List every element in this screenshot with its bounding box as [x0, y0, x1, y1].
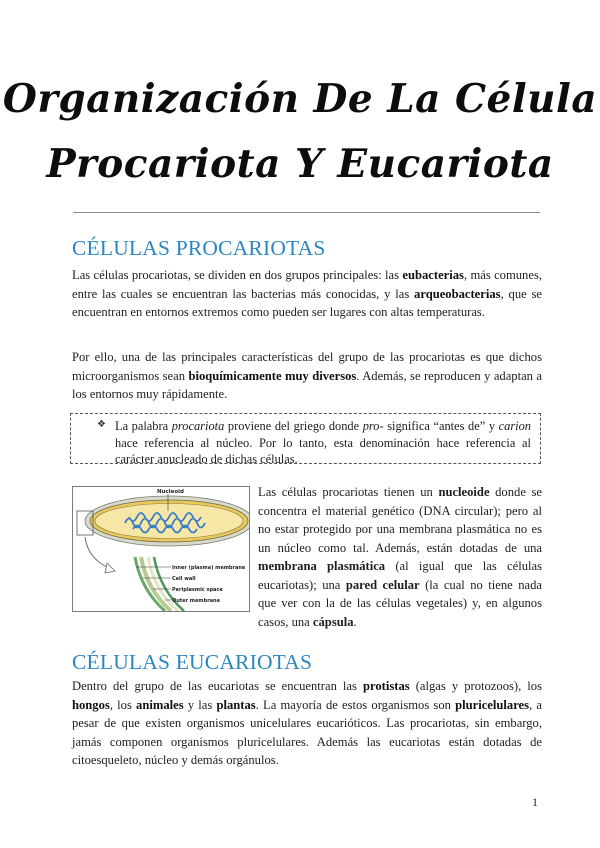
prokaryote-cell-figure	[72, 486, 250, 612]
text-run: , que se encuentran en entornos extremos como pueden ser lugares con altas temperaturas.	[72, 286, 542, 319]
zoom-arrow-head-icon	[105, 563, 115, 573]
title-divider	[73, 212, 540, 213]
label-periplasmic-space: Periplasmic space	[172, 587, 223, 593]
text-run: (al igual que las células eucariotas); una	[258, 559, 542, 592]
title-line-2: Procariota Y Eucariota	[46, 141, 554, 187]
text-run: Las células procariotas tienen un	[258, 485, 439, 499]
diamond-bullet-icon: ❖	[97, 419, 106, 430]
bold-term: membrana plasmática	[258, 559, 386, 573]
page-number: 1	[532, 795, 538, 809]
title-line-1: Organización De La Célula	[2, 76, 598, 122]
section-heading-procariotas: CÉLULAS PROCARIOTAS	[72, 236, 326, 260]
text-run: (algas y protozoos), los	[409, 679, 543, 693]
text-run: y las	[183, 697, 217, 712]
paragraph-procariotas-structure	[258, 483, 542, 631]
label-cell-wall: Cell wall	[172, 576, 196, 582]
bold-term: eubacterias	[402, 268, 464, 282]
bold-term: nucleoide	[438, 485, 490, 499]
cytoplasm-shape	[95, 504, 243, 539]
text-run: (la cual no tiene nada que ver con la de las células vegetales) y, en algunos casos, una	[258, 577, 542, 629]
label-outer-membrane: Outer membrane	[172, 598, 220, 604]
text-run: .	[353, 614, 357, 629]
text-run: Por ello, una de las principales características del grupo de las procariotas es que dichos microorganismos sean	[72, 350, 542, 383]
bold-term: pared celular	[345, 577, 420, 592]
bold-term: arqueobacterias	[414, 286, 501, 301]
text-run: , más comunes, entre las cuales se encuentran las bacterias más conocidas, y las	[72, 268, 542, 301]
bold-term: cápsula	[312, 614, 354, 629]
text-run: hace referencia al núcleo. Por lo tanto, esta denominación hace referencia al carácter anucleado de dichas células.	[115, 435, 531, 466]
section-heading-eucariotas: CÉLULAS EUCARIOTAS	[72, 650, 313, 674]
italic-term: pro-	[362, 419, 384, 433]
text-run: , los	[109, 697, 137, 712]
label-nucleoid: Nucleoid	[157, 489, 184, 495]
text-run: . Además, se reproducen y adaptan a los entornos muy rápidamente.	[72, 368, 543, 401]
bold-term: plantas	[216, 697, 256, 712]
etymology-note-box	[70, 413, 541, 464]
italic-term: carion	[498, 419, 531, 433]
bold-term: animales	[136, 697, 184, 712]
paragraph-procariotas-diversity	[72, 348, 542, 404]
paragraph-eucariotas	[72, 677, 542, 770]
paragraph-procariotas-intro	[72, 266, 542, 322]
text-run: Dentro del grupo de las eucariotas se encuentran las	[72, 679, 363, 693]
bold-term: bioquímicamente muy diversos	[188, 368, 357, 383]
text-run: La palabra	[115, 419, 172, 433]
text-run: proviene del griego donde	[224, 419, 363, 433]
text-run: . La mayoría de estos organismos son	[255, 697, 456, 712]
bold-term: protistas	[363, 679, 410, 693]
text-run: , a pesar de que existen organismos unicelulares eucarióticos. Las procariotas, sin embargo, jamás componen organismos pluricelulares. Además las eucariotas están dotadas de citoesqueleto, núcleo y demás orgánulos.	[72, 697, 542, 767]
label-inner-membrane: Inner (plasma) membrane	[172, 565, 246, 571]
etymology-note-text	[115, 418, 531, 468]
bold-term: pluricelulares	[455, 697, 530, 712]
text-run: donde se concentra el material genético (DNA circular); pero al no estar protegido por una membrana plasmática no es un núcleo como tal. Además, están dotadas de una	[258, 485, 542, 555]
prokaryote-cell-diagram	[73, 487, 250, 612]
text-run: significa “antes de” y	[383, 419, 499, 433]
bold-term: hongos	[72, 697, 110, 712]
italic-term: procariota	[171, 419, 225, 433]
text-run: Las células procariotas, se dividen en dos grupos principales: las	[72, 268, 403, 282]
